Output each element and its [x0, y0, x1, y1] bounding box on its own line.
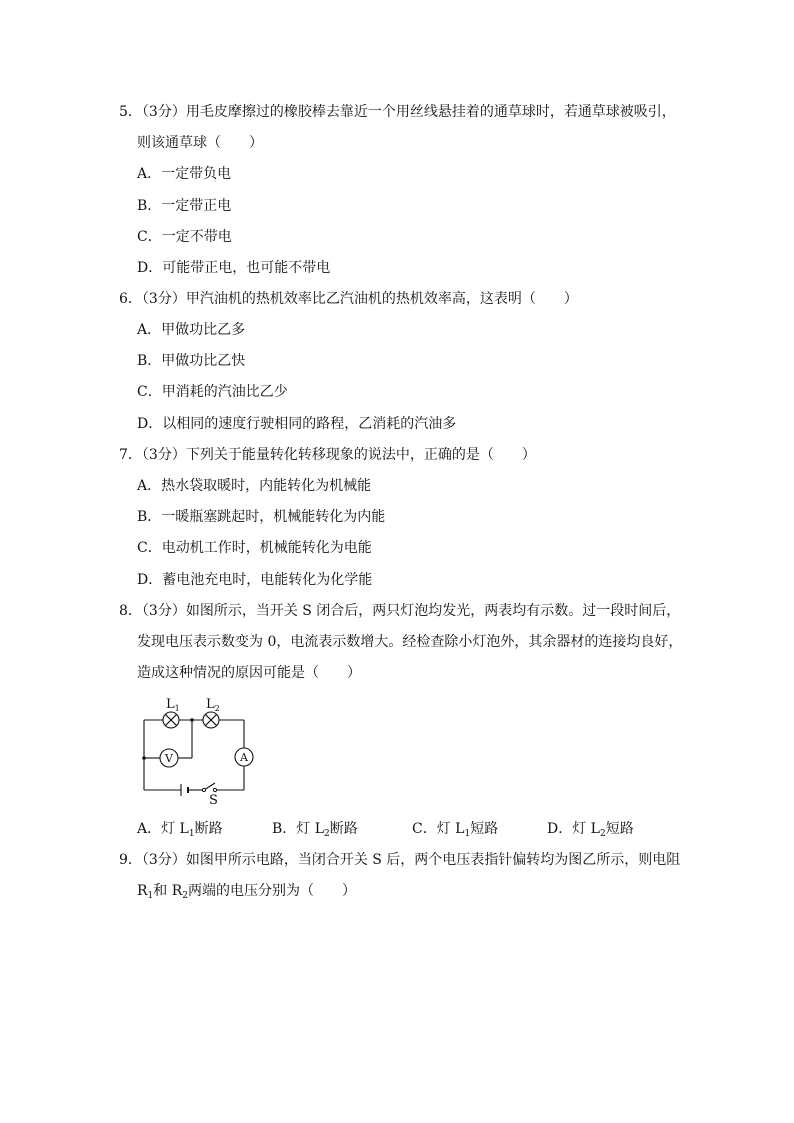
q6-stem: 6．（3分）甲汽油机的热机效率比乙汽油机的热机效率高，这表明（ ） — [119, 291, 578, 307]
q5-option-d[interactable]: D．可能带正电，也可能不带电 — [137, 260, 331, 276]
q7-stem: 7．（3分）下列关于能量转化转移现象的说法中，正确的是（ ） — [119, 447, 536, 463]
q8-option-b[interactable]: B．灯 $L_2$断路 — [272, 821, 358, 839]
q5-option-c[interactable]: C．一定不带电 — [137, 229, 232, 245]
switch-label: S — [209, 793, 218, 806]
q7-option-a[interactable]: A．热水袋取暖时，内能转化为机械能 — [137, 478, 372, 494]
lamp-l2-label: $L_2$ — [206, 697, 220, 713]
switch-contact-right — [213, 788, 216, 791]
lamp-l1-label: $L_1$ — [166, 697, 180, 713]
switch-contact-left — [202, 788, 205, 791]
q5-stem-line2: 则该通草球（ ） — [137, 135, 263, 151]
q5-option-b[interactable]: B．一定带正电 — [137, 198, 232, 214]
q7-option-d[interactable]: D．蓄电池充电时，电能转化为化学能 — [137, 572, 373, 588]
q9-stem-line1: 9．（3分）如图甲所示电路，当闭合开关 S 后，两个电压表指针偏转均为图乙所示，则电阻 — [119, 852, 681, 868]
junction-dot-left — [142, 756, 146, 760]
q8-option-c[interactable]: C．灯 $L_1$短路 — [412, 821, 499, 839]
q6-option-c[interactable]: C．甲消耗的汽油比乙少 — [137, 384, 288, 400]
q6-option-d[interactable]: D．以相同的速度行驶相同的路程，乙消耗的汽油多 — [137, 416, 457, 432]
q6-option-b[interactable]: B．甲做功比乙快 — [137, 353, 246, 369]
q8-stem-line1: 8．（3分）如图所示，当开关 S 闭合后，两只灯泡均发光，两表均有示数。过一段时间后， — [119, 603, 681, 619]
junction-dot-top — [190, 718, 194, 722]
q5-option-a[interactable]: A．一定带负电 — [137, 166, 232, 182]
q9-stem-line2: $R_1$和 $R_2$两端的电压分别为（ ） — [137, 883, 357, 901]
q8-option-a[interactable]: A．灯 $L_1$断路 — [137, 821, 223, 839]
q5-stem-line1: 5．（3分）用毛皮摩擦过的橡胶棒去靠近一个用丝线悬挂着的通草球时，若通草球被吸引， — [119, 104, 676, 120]
q6-option-a[interactable]: A．甲做功比乙多 — [137, 322, 246, 338]
ammeter-label: A — [240, 751, 248, 764]
q7-option-c[interactable]: C．电动机工作时，机械能转化为电能 — [137, 540, 372, 556]
q8-stem-line2: 发现电压表示数变为 0，电流表示数增大。经检查除小灯泡外，其余器材的连接均良好， — [137, 634, 683, 650]
circuit-diagram — [136, 696, 266, 806]
q7-option-b[interactable]: B．一暖瓶塞跳起时，机械能转化为内能 — [137, 509, 386, 525]
voltmeter-label: V — [165, 752, 173, 765]
q8-option-d[interactable]: D．灯 $L_2$短路 — [547, 821, 634, 839]
q8-stem-line3: 造成这种情况的原因可能是（ ） — [137, 665, 361, 681]
